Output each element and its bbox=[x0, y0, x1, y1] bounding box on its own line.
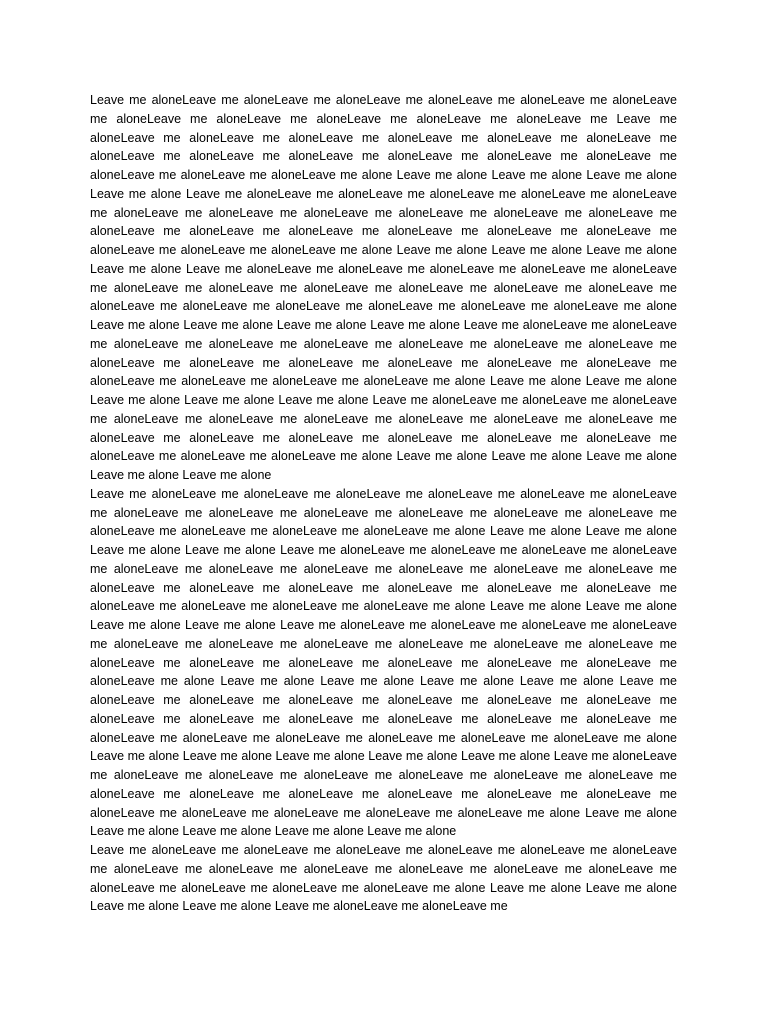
paragraph-3: Leave me aloneLeave me aloneLeave me aloneLeave me aloneLeave me aloneLeave me aloneLeave me aloneLeave me aloneLeave me aloneLeave me aloneLeave me aloneLeave me aloneLeave me aloneLeave me aloneLeave me aloneLeave me aloneLeave me alone Leave me alone Leave me alone Leave me alone Leave me alone Leave me aloneLeave me aloneLeave me bbox=[90, 843, 677, 914]
paragraph-2: Leave me aloneLeave me aloneLeave me aloneLeave me aloneLeave me aloneLeave me aloneLeave me aloneLeave me aloneLeave me aloneLeave me aloneLeave me aloneLeave me aloneLeave me aloneLeave me aloneLeave me aloneLeave me aloneLeave me alone Leave me alone Leave me alone Leave me alone Leave me alone Leave me aloneLeave me aloneLeave me aloneLeave me aloneLeave me aloneLeave me aloneLeave me aloneLeave me aloneLeave me aloneLeave me aloneLeave me aloneLeave me aloneLeave me aloneLeave me aloneLeave me aloneLeave me aloneLeave me aloneLeave me aloneLeave me aloneLeave me aloneLeave me alone Leave me alone Leave me alone Leave me alone Leave me alone Leave me aloneLeave me aloneLeave me aloneLeave me aloneLeave me aloneLeave me aloneLeave me aloneLeave me aloneLeave me aloneLeave me aloneLeave me aloneLeave me aloneLeave me aloneLeave me aloneLeave me aloneLeave me aloneLeave me aloneLeave me alone Leave me alone Leave me alone Leave me alone Leave me alone Leave me aloneLeave me aloneLeave me aloneLeave me aloneLeave me aloneLeave me aloneLeave me aloneLeave me aloneLeave me aloneLeave me aloneLeave me aloneLeave me aloneLeave me aloneLeave me aloneLeave me aloneLeave me aloneLeave me aloneLeave me aloneLeave me alone Leave me alone Leave me alone Leave me alone Leave me alone Leave me alone Leave me aloneLeave me aloneLeave me aloneLeave me aloneLeave me aloneLeave me aloneLeave me aloneLeave me aloneLeave me aloneLeave me aloneLeave me aloneLeave me aloneLeave me aloneLeave me aloneLeave me aloneLeave me aloneLeave me aloneLeave me aloneLeave me alone Leave me alone Leave me alone Leave me alone Leave me alone Leave me alone bbox=[90, 486, 677, 839]
paragraph-1: Leave me aloneLeave me aloneLeave me aloneLeave me aloneLeave me aloneLeave me aloneLeave me aloneLeave me aloneLeave me aloneLeave me aloneLeave me aloneLeave me Leave me aloneLeave me aloneLeave me aloneLeave me aloneLeave me aloneLeave me aloneLeave me aloneLeave me aloneLeave me aloneLeave me aloneLeave me aloneLeave me aloneLeave me aloneLeave me aloneLeave me aloneLeave me alone Leave me alone Leave me alone Leave me alone Leave me alone Leave me aloneLeave me aloneLeave me aloneLeave me aloneLeave me aloneLeave me aloneLeave me aloneLeave me aloneLeave me aloneLeave me aloneLeave me aloneLeave me aloneLeave me aloneLeave me aloneLeave me aloneLeave me aloneLeave me aloneLeave me aloneLeave me aloneLeave me aloneLeave me alone Leave me alone Leave me alone Leave me alone Leave me alone Leave me aloneLeave me aloneLeave me aloneLeave me aloneLeave me aloneLeave me aloneLeave me aloneLeave me aloneLeave me aloneLeave me aloneLeave me aloneLeave me aloneLeave me aloneLeave me aloneLeave me aloneLeave me aloneLeave me aloneLeave me alone Leave me alone Leave me alone Leave me alone Leave me alone Leave me aloneLeave me aloneLeave me aloneLeave me aloneLeave me aloneLeave me aloneLeave me aloneLeave me aloneLeave me aloneLeave me aloneLeave me aloneLeave me aloneLeave me aloneLeave me aloneLeave me aloneLeave me aloneLeave me aloneLeave me aloneLeave me alone Leave me alone Leave me alone Leave me alone Leave me alone Leave me alone Leave me aloneLeave me aloneLeave me aloneLeave me aloneLeave me aloneLeave me aloneLeave me aloneLeave me aloneLeave me aloneLeave me aloneLeave me aloneLeave me aloneLeave me aloneLeave me aloneLeave me aloneLeave me aloneLeave me aloneLeave me aloneLeave me alone Leave me alone Leave me alone Leave me alone Leave me alone Leave me alone bbox=[90, 93, 677, 482]
document-body bbox=[90, 91, 677, 916]
